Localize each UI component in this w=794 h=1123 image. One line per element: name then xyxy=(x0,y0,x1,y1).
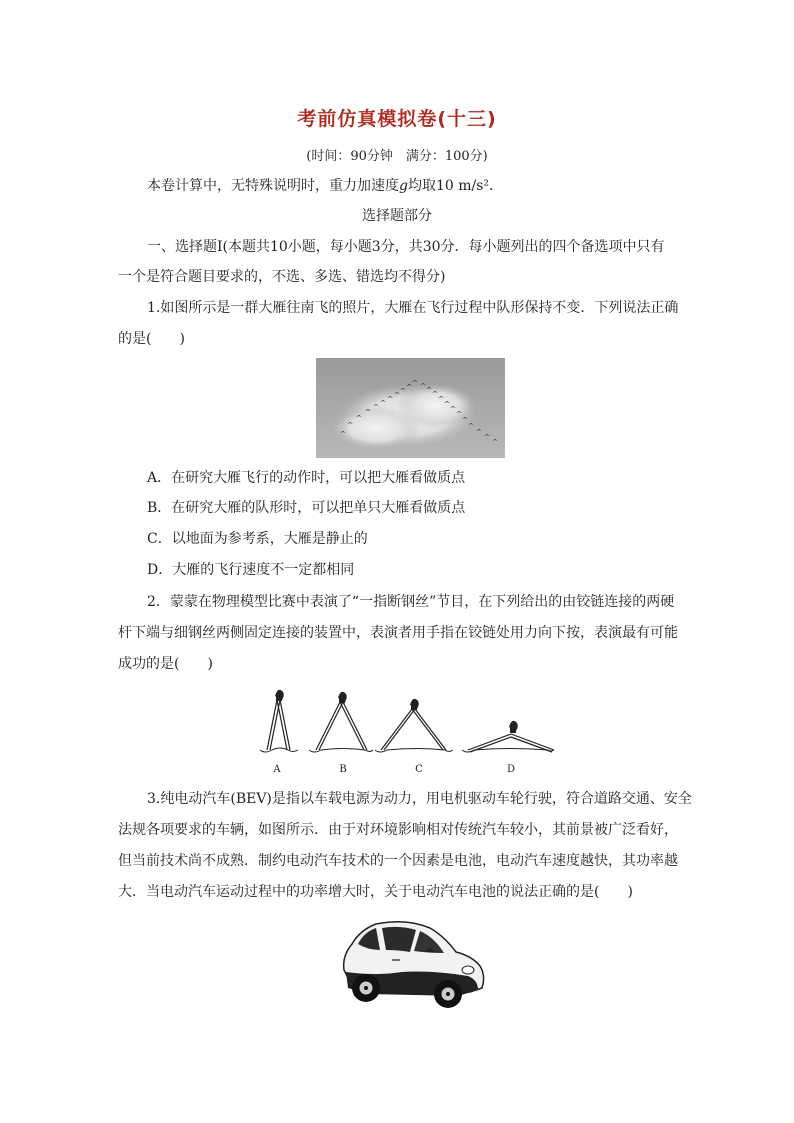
section-title: 选择题部分 xyxy=(362,208,432,224)
q3-stem-line2: 法规各项要求的车辆，如图所示．由于对环境影响相对传统汽车较小，其前景被广泛看好， xyxy=(118,822,678,838)
exam-title: 考前仿真模拟卷(十三) xyxy=(297,108,497,130)
q1-stem-line2: 的是( ) xyxy=(118,331,185,347)
q1-option-b: B．在研究大雁的队形时，可以把单只大雁看做质点 xyxy=(147,500,466,516)
label-d: D xyxy=(506,764,516,775)
q3-stem-line3: 但当前技术尚不成熟．制约电动汽车技术的一个因素是电池，电动汽车速度越快，其功率越 xyxy=(118,853,678,869)
q1-option-c: C．以地面为参考系，大雁是静止的 xyxy=(147,531,368,547)
geese-photo xyxy=(316,358,505,458)
gravity-note-suffix: 均取10 m/s²． xyxy=(407,178,504,194)
part1-instruction-line1: 一、选择题Ⅰ(本题共10小题，每小题3分，共30分．每小题列出的四个备选项中只有 xyxy=(147,239,665,255)
label-a: A xyxy=(273,764,281,775)
hinged-rods-figure xyxy=(255,682,555,777)
pressing-fingers xyxy=(275,690,518,733)
device-b xyxy=(309,702,373,752)
label-c: C xyxy=(415,764,423,775)
part1-instruction-line2: 一个是符合题目要求的，不选、多选、错选均不得分) xyxy=(118,269,446,285)
q3-stem-line4: 大．当电动汽车运动过程中的功率增大时，关于电动汽车电池的说法正确的是( ) xyxy=(118,884,633,900)
q3-stem-line1: 3.纯电动汽车(BEV)是指以车载电源为动力，用电机驱动车轮行驶，符合道路交通、安全 xyxy=(147,791,692,807)
q2-stem-line2: 杆下端与细钢丝两侧固定连接的装置中，表演者用手指在铰链处用力向下按，表演最有可能 xyxy=(118,625,678,641)
gravity-note xyxy=(147,176,683,196)
q2-stem-line3: 成功的是( ) xyxy=(118,656,213,672)
exam-subtitle: (时间：90分钟 满分：100分) xyxy=(306,149,488,164)
q1-option-a: A．在研究大雁飞行的动作时，可以把大雁看做质点 xyxy=(147,470,466,486)
q1-stem-line1: 1.如图所示是一群大雁往南飞的照片，大雁在飞行过程中队形保持不变．下列说法正确 xyxy=(147,300,679,316)
gravity-note-prefix: 本卷计算中，无特殊说明时，重力加速度 xyxy=(147,178,399,194)
device-a xyxy=(260,700,298,752)
label-b: B xyxy=(339,764,347,775)
electric-car-image xyxy=(336,914,486,1014)
gravity-variable: g xyxy=(399,178,408,194)
q1-option-d: D．大雁的飞行速度不一定都相同 xyxy=(147,562,355,578)
device-c xyxy=(375,709,453,752)
device-d xyxy=(462,734,554,752)
q2-stem-line1: 2．蒙蒙在物理模型比赛中表演了“一指断钢丝”节目，在下列给出的由铰链连接的两硬 xyxy=(147,594,675,610)
